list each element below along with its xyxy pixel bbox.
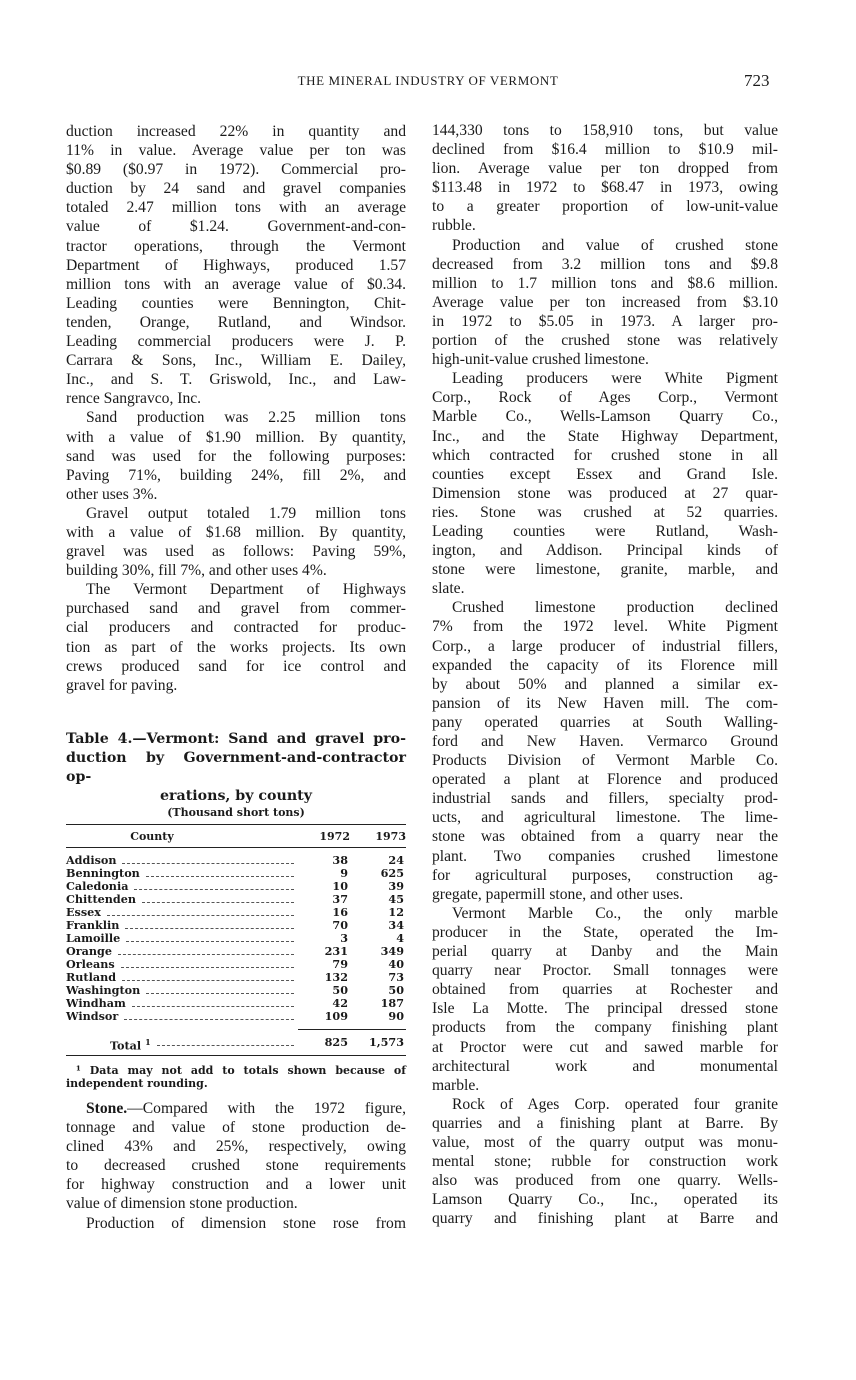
dot-leader bbox=[157, 1036, 294, 1046]
text-line bbox=[432, 121, 778, 140]
text-line-content: other uses 3%. bbox=[66, 485, 158, 503]
text-line bbox=[432, 1076, 778, 1095]
text-line bbox=[432, 1190, 778, 1209]
text-line-content: also was produced from one quarry. Wells- bbox=[432, 1172, 778, 1190]
text-line bbox=[432, 1152, 778, 1171]
text-line bbox=[432, 1018, 778, 1037]
text-line-content: Corp., Rock of Ages Corp., Vermont bbox=[432, 389, 778, 407]
text-line-content: tractor operations, through the Vermont bbox=[66, 237, 406, 255]
text-line-content: ries. Stone was crushed at 52 quarries. bbox=[432, 503, 778, 521]
text-line-content: with a value of $1.68 million. By quantity, bbox=[66, 523, 406, 541]
total-1972: 825 bbox=[324, 1035, 348, 1049]
dot-leader bbox=[122, 854, 294, 864]
value-1973: 4 bbox=[396, 931, 404, 945]
text-line bbox=[66, 638, 406, 657]
text-line-content: products from the company finishing plant bbox=[432, 1019, 778, 1037]
dot-leader bbox=[118, 945, 294, 955]
value-1973: 45 bbox=[388, 892, 404, 906]
dot-leader bbox=[126, 932, 294, 942]
text-line bbox=[432, 331, 778, 350]
text-line-content: slate. bbox=[432, 580, 465, 598]
text-line-content: million tons with an average value of $0.34. bbox=[66, 275, 406, 293]
county-name: Lamoille bbox=[66, 931, 121, 945]
text-line bbox=[432, 522, 778, 541]
text-line bbox=[66, 217, 406, 236]
paragraph bbox=[432, 369, 778, 598]
text-line bbox=[432, 560, 778, 579]
value-1972: 38 bbox=[332, 853, 348, 867]
text-line-content: totaled 2.47 million tons with an average bbox=[66, 199, 406, 217]
table-row bbox=[66, 932, 406, 945]
text-line-content: Paving 71%, building 24%, fill 2%, and bbox=[66, 466, 406, 484]
text-line-content: mental stone; rubble for construction work bbox=[432, 1153, 778, 1171]
value-1972: 9 bbox=[340, 866, 348, 880]
text-line bbox=[432, 465, 778, 484]
text-line bbox=[432, 503, 778, 522]
text-line bbox=[66, 313, 406, 332]
left-column-text bbox=[66, 122, 406, 695]
dot-leader bbox=[107, 906, 294, 916]
text-line-content: gregate, papermill stone, and other uses. bbox=[432, 885, 684, 903]
paragraph bbox=[432, 236, 778, 370]
dot-leader bbox=[122, 971, 294, 981]
table-title bbox=[66, 730, 406, 806]
text-line bbox=[66, 332, 406, 351]
table-header bbox=[66, 825, 406, 848]
dot-leader bbox=[121, 958, 294, 968]
text-line bbox=[432, 312, 778, 331]
text-line bbox=[432, 637, 778, 656]
text-line bbox=[432, 999, 778, 1018]
text-line-content: Corp., a large producer of industrial fillers, bbox=[432, 637, 778, 655]
text-line-content: Production and value of crushed stone bbox=[452, 236, 778, 254]
text-line-content: crews produced sand for ice control and bbox=[66, 657, 406, 675]
text-line-content: decreased from 3.2 million tons and $9.8 bbox=[432, 255, 778, 273]
text-line-content: purchased sand and gravel from commer- bbox=[66, 600, 406, 618]
value-1973: 73 bbox=[388, 970, 404, 984]
text-line-content: tonnage and value of stone production de- bbox=[66, 1119, 406, 1137]
paragraph bbox=[432, 904, 778, 1095]
text-line bbox=[66, 141, 406, 160]
table-row bbox=[66, 1010, 406, 1023]
text-line-content: Gravel output totaled 1.79 million tons bbox=[86, 504, 406, 522]
table-footnote: ¹ Data may not add to totals shown because of independent rounding. bbox=[66, 1064, 406, 1090]
text-line-content: —Compared with the 1972 figure, bbox=[127, 1100, 406, 1117]
text-line bbox=[432, 427, 778, 446]
table-subtitle: (Thousand short tons) bbox=[167, 806, 305, 819]
value-1972: 231 bbox=[324, 944, 348, 958]
text-line-content: Rock of Ages Corp. operated four granite bbox=[452, 1095, 778, 1113]
county-name: Orange bbox=[66, 944, 112, 958]
text-line bbox=[66, 122, 406, 141]
text-line-content: stone were limestone, granite, marble, and bbox=[432, 561, 778, 579]
value-1972: 3 bbox=[340, 931, 348, 945]
text-line bbox=[66, 1214, 406, 1233]
county-name: Chittenden bbox=[66, 892, 136, 906]
text-line-content: Isle La Motte. The principal dressed stone bbox=[432, 1000, 778, 1018]
text-line bbox=[432, 1114, 778, 1133]
text-line bbox=[66, 542, 406, 561]
text-line bbox=[66, 561, 406, 580]
text-line-content: Average value per ton increased from $3.10 bbox=[432, 293, 778, 311]
text-line bbox=[432, 388, 778, 407]
value-1973: 34 bbox=[388, 918, 404, 932]
text-line-content: declined from $16.4 million to $10.9 mil- bbox=[432, 141, 778, 159]
text-line-content: Products Division of Vermont Marble Co. bbox=[432, 752, 778, 770]
value-1972: 132 bbox=[324, 970, 348, 984]
text-line-content: rubble. bbox=[432, 217, 476, 235]
text-line bbox=[66, 1137, 406, 1156]
text-line bbox=[432, 885, 778, 904]
dot-leader bbox=[125, 919, 294, 929]
text-line bbox=[432, 827, 778, 846]
table-title-line: duction by Government-and-contractor op- bbox=[66, 750, 406, 785]
text-line bbox=[432, 293, 778, 312]
text-line bbox=[66, 294, 406, 313]
text-line-content: million to 1.7 million tons and $8.6 million. bbox=[432, 274, 778, 292]
text-line-content: Marble Co., Wells-Lamson Quarry Co., bbox=[432, 408, 778, 426]
text-line bbox=[432, 197, 778, 216]
text-line bbox=[432, 808, 778, 827]
right-column-text bbox=[432, 121, 778, 1228]
text-line-content: pansion of its New Haven mill. The com- bbox=[432, 694, 778, 712]
text-line-content: duction by 24 sand and gravel companies bbox=[66, 180, 406, 198]
text-line bbox=[432, 1209, 778, 1228]
county-name: Bennington bbox=[66, 866, 140, 880]
text-line bbox=[432, 541, 778, 560]
text-line bbox=[66, 504, 406, 523]
value-1973: 50 bbox=[388, 983, 404, 997]
text-line-content: lion. Average value per ton dropped from bbox=[432, 160, 778, 178]
text-line-content: portion of the crushed stone was relatively bbox=[432, 332, 778, 350]
county-name: Windham bbox=[66, 996, 126, 1010]
county-name: Orleans bbox=[66, 957, 115, 971]
text-line-content: with a value of $1.90 million. By quantity, bbox=[66, 428, 406, 446]
table-title-line: Table 4.—Vermont: Sand and gravel pro- bbox=[66, 731, 406, 747]
text-line-content: to decreased crushed stone requirements bbox=[66, 1157, 406, 1175]
text-line-content: architectural work and monumental bbox=[432, 1057, 778, 1075]
text-line-content: to a greater proportion of low-unit-value bbox=[432, 198, 778, 216]
text-line-content: rence Sangravco, Inc. bbox=[66, 390, 202, 408]
text-line bbox=[432, 789, 778, 808]
text-line-content: sand was used for the following purposes: bbox=[66, 447, 406, 465]
text-line-content: perial quarry at Danby and the Main bbox=[432, 943, 778, 961]
text-line-content: Crushed limestone production declined bbox=[452, 599, 778, 617]
text-line bbox=[66, 447, 406, 466]
text-line bbox=[66, 676, 406, 695]
text-line bbox=[66, 618, 406, 637]
text-line bbox=[432, 216, 778, 235]
total-label: Total bbox=[110, 1038, 142, 1053]
table-bottom-rule bbox=[66, 1055, 406, 1056]
value-1972: 37 bbox=[332, 892, 348, 906]
text-line bbox=[66, 1175, 406, 1194]
text-line bbox=[66, 256, 406, 275]
dot-leader bbox=[146, 984, 294, 994]
text-line-content: Dimension stone was produced at 27 quar- bbox=[432, 484, 778, 502]
text-line-content: quarries and a finishing plant at Barre. By bbox=[432, 1114, 778, 1132]
text-line-content: Lamson Quarry Co., Inc., operated its bbox=[432, 1191, 778, 1209]
value-1973: 625 bbox=[380, 866, 404, 880]
value-1972: 70 bbox=[332, 918, 348, 932]
header-1972: 1972 bbox=[319, 829, 350, 843]
running-title: THE MINERAL INDUSTRY OF VERMONT bbox=[297, 73, 559, 88]
value-1973: 90 bbox=[388, 1009, 404, 1023]
text-line bbox=[432, 617, 778, 636]
total-rule bbox=[298, 1029, 406, 1030]
table-total-row bbox=[66, 1035, 406, 1053]
dot-leader bbox=[134, 880, 294, 890]
text-line-content: value, most of the quarry output was monu- bbox=[432, 1133, 778, 1151]
paragraph bbox=[432, 598, 778, 904]
text-line bbox=[66, 466, 406, 485]
text-line bbox=[66, 179, 406, 198]
text-line bbox=[66, 275, 406, 294]
text-line bbox=[66, 408, 406, 427]
text-line-content: by about 50% and planned a similar ex- bbox=[432, 675, 778, 693]
text-line bbox=[66, 1156, 406, 1175]
dot-leader bbox=[132, 997, 294, 1007]
footnote-mark: 1 bbox=[145, 1037, 151, 1047]
value-1972: 50 bbox=[332, 983, 348, 997]
value-1973: 24 bbox=[388, 853, 404, 867]
text-line bbox=[432, 656, 778, 675]
county-name: Caledonia bbox=[66, 879, 129, 893]
text-line-content: Leading counties were Rutland, Wash- bbox=[432, 522, 778, 540]
text-line bbox=[432, 140, 778, 159]
text-line-content: obtained from quarries at Rochester and bbox=[432, 981, 778, 999]
text-line bbox=[432, 847, 778, 866]
text-line bbox=[432, 1038, 778, 1057]
county-name: Windsor bbox=[66, 1009, 119, 1023]
text-line bbox=[432, 923, 778, 942]
text-line bbox=[432, 942, 778, 961]
text-line bbox=[66, 237, 406, 256]
text-line-content: $113.48 in 1972 to $68.47 in 1973, owing bbox=[432, 179, 778, 197]
text-line-content: stone was obtained from a quarry near the bbox=[432, 828, 778, 846]
value-1972: 109 bbox=[324, 1009, 348, 1023]
text-line bbox=[432, 350, 778, 369]
text-line bbox=[432, 236, 778, 255]
text-line bbox=[66, 1194, 406, 1213]
text-line bbox=[432, 598, 778, 617]
value-1973: 187 bbox=[380, 996, 404, 1010]
text-line bbox=[66, 160, 406, 179]
text-line-content: which contracted for crushed stone in all bbox=[432, 446, 778, 464]
text-line-content: tenden, Orange, Rutland, and Windsor. bbox=[66, 313, 406, 331]
text-line-content: ford and New Haven. Vermarco Ground bbox=[432, 733, 778, 750]
table-row bbox=[66, 958, 406, 971]
text-line bbox=[66, 657, 406, 676]
text-line-content: ington, and Addison. Principal kinds of bbox=[432, 542, 778, 560]
text-line bbox=[66, 370, 406, 389]
text-line-content: plant. Two companies crushed limestone bbox=[432, 847, 778, 865]
text-line-content: clined 43% and 25%, respectively, owing bbox=[66, 1138, 406, 1156]
text-line bbox=[432, 694, 778, 713]
text-line-content: gravel for paving. bbox=[66, 676, 178, 694]
header-1973: 1973 bbox=[375, 829, 406, 843]
total-1973: 1,573 bbox=[368, 1035, 404, 1049]
text-line bbox=[432, 369, 778, 388]
text-line bbox=[432, 1133, 778, 1152]
text-line bbox=[432, 751, 778, 770]
text-line bbox=[432, 178, 778, 197]
county-name: Essex bbox=[66, 905, 101, 919]
text-line-content: The Vermont Department of Highways bbox=[86, 581, 406, 599]
text-line-content: Carrara & Sons, Inc., William E. Dailey, bbox=[66, 352, 406, 370]
county-name: Washington bbox=[66, 983, 141, 997]
text-line-content: value of $1.24. Government-and-con- bbox=[66, 218, 406, 236]
text-line bbox=[432, 1095, 778, 1114]
text-line-content: Leading producers were White Pigment bbox=[452, 370, 778, 388]
paragraph bbox=[66, 580, 406, 695]
county-name: Addison bbox=[66, 853, 117, 867]
dot-leader bbox=[146, 867, 294, 877]
value-1972: 79 bbox=[332, 957, 348, 971]
text-line bbox=[432, 446, 778, 465]
value-1973: 349 bbox=[380, 944, 404, 958]
value-1972: 16 bbox=[332, 905, 348, 919]
text-line-content: industrial sands and fillers, specialty prod- bbox=[432, 790, 778, 808]
text-line bbox=[432, 1057, 778, 1076]
text-line bbox=[432, 579, 778, 598]
text-line bbox=[432, 255, 778, 274]
text-line-content: value of dimension stone production. bbox=[66, 1195, 298, 1213]
text-line bbox=[432, 866, 778, 885]
text-line-content: $0.89 ($0.97 in 1972). Commercial pro- bbox=[66, 161, 406, 179]
text-line-content: expanded the capacity of its Florence mill bbox=[432, 656, 778, 674]
text-line bbox=[432, 159, 778, 178]
text-line-content: Leading commercial producers were J. P. bbox=[66, 333, 406, 351]
paragraph bbox=[66, 504, 406, 580]
text-line bbox=[432, 732, 778, 751]
value-1973: 39 bbox=[388, 879, 404, 893]
text-line bbox=[66, 1099, 406, 1118]
text-line bbox=[432, 980, 778, 999]
text-line bbox=[66, 1118, 406, 1137]
value-1972: 10 bbox=[332, 879, 348, 893]
paragraph bbox=[66, 122, 406, 408]
text-line-content: counties except Essex and Grand Isle. bbox=[432, 465, 778, 483]
paragraph bbox=[432, 121, 778, 236]
text-line-content: duction increased 22% in quantity and bbox=[66, 123, 406, 140]
text-line-content: Sand production was 2.25 million tons bbox=[86, 409, 406, 427]
table-row bbox=[66, 893, 406, 906]
text-line-content: 7% from the 1972 level. White Pigment bbox=[432, 618, 778, 636]
text-line bbox=[432, 1171, 778, 1190]
text-line-content: building 30%, fill 7%, and other uses 4%. bbox=[66, 562, 327, 580]
text-line bbox=[66, 523, 406, 542]
text-line bbox=[66, 580, 406, 599]
paragraph bbox=[66, 1099, 406, 1214]
text-line bbox=[66, 485, 406, 504]
text-line bbox=[432, 713, 778, 732]
text-line bbox=[432, 407, 778, 426]
paragraph bbox=[66, 1214, 406, 1233]
text-line-content: Department of Highways, produced 1.57 bbox=[66, 256, 406, 274]
text-line bbox=[432, 770, 778, 789]
text-line bbox=[66, 428, 406, 447]
table-body bbox=[66, 848, 406, 1023]
text-line-content: quarry and finishing plant at Barre and bbox=[432, 1210, 778, 1228]
text-line bbox=[66, 389, 406, 408]
text-line-content: tion as part of the works projects. Its own bbox=[66, 638, 406, 656]
value-1972: 42 bbox=[332, 996, 348, 1010]
text-line-content: marble. bbox=[432, 1076, 480, 1094]
text-line-content: operated a plant at Florence and produced bbox=[432, 771, 778, 789]
table-title-line: erations, by county bbox=[160, 788, 312, 804]
text-line-content: ucts, and agricultural limestone. The lime- bbox=[432, 809, 778, 827]
text-line-content: Leading counties were Bennington, Chit- bbox=[66, 294, 406, 312]
text-line bbox=[432, 961, 778, 980]
text-line-content: Vermont Marble Co., the only marble bbox=[452, 904, 778, 922]
paragraph bbox=[432, 1095, 778, 1229]
text-line-content: Inc., and S. T. Griswold, Inc., and Law- bbox=[66, 371, 406, 389]
county-name: Franklin bbox=[66, 918, 120, 932]
left-column-stone-text bbox=[66, 1099, 406, 1233]
header-county: County bbox=[130, 829, 174, 843]
text-line-content: in 1972 to $5.05 in 1973. A larger pro- bbox=[432, 312, 778, 330]
text-line bbox=[432, 904, 778, 923]
county-name: Rutland bbox=[66, 970, 117, 984]
text-line-content: at Proctor were cut and sawed marble for bbox=[432, 1038, 778, 1056]
text-line bbox=[66, 599, 406, 618]
table-4 bbox=[66, 730, 406, 1090]
text-line-content: Production of dimension stone rose from bbox=[86, 1214, 406, 1232]
text-line-content: for agricultural purposes, construction ag- bbox=[432, 866, 778, 884]
text-line-content: for highway construction and a lower unit bbox=[66, 1176, 406, 1194]
text-line-content: gravel was used as follows: Paving 59%, bbox=[66, 543, 406, 561]
table-row bbox=[66, 945, 406, 958]
dot-leader bbox=[124, 1010, 294, 1020]
text-line bbox=[66, 351, 406, 370]
text-line bbox=[432, 675, 778, 694]
text-line-content: 144,330 tons to 158,910 tons, but value bbox=[432, 122, 778, 139]
paragraph bbox=[66, 408, 406, 503]
text-line-content: high-unit-value crushed limestone. bbox=[432, 351, 649, 369]
text-line-content: quarry near Proctor. Small tonnages were bbox=[432, 962, 778, 980]
text-line-content: pany operated quarries at South Walling- bbox=[432, 713, 778, 731]
text-line-content: cial producers and contracted for produc- bbox=[66, 619, 406, 637]
page-number: 723 bbox=[744, 71, 770, 90]
value-1973: 12 bbox=[388, 905, 404, 919]
text-line bbox=[66, 198, 406, 217]
section-run-in-heading: Stone. bbox=[86, 1100, 128, 1117]
text-line-content: 11% in value. Average value per ton was bbox=[66, 142, 406, 160]
text-line-content: Inc., and the State Highway Department, bbox=[432, 427, 778, 445]
dot-leader bbox=[142, 893, 294, 903]
value-1973: 40 bbox=[388, 957, 404, 971]
text-line-content: producer in the State, operated the Im- bbox=[432, 923, 778, 941]
text-line bbox=[432, 484, 778, 503]
text-line bbox=[432, 274, 778, 293]
